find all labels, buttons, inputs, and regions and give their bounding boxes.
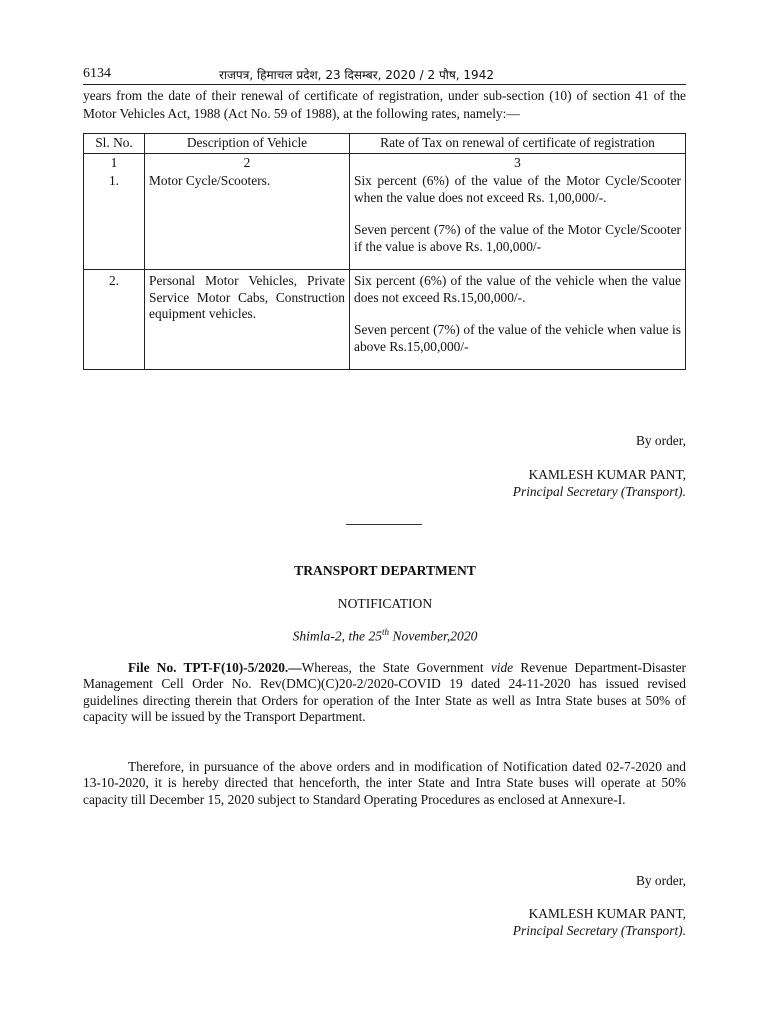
table-row <box>84 270 686 370</box>
place-date-rest: November,2020 <box>389 628 478 644</box>
page-header <box>83 64 686 85</box>
vide-word: vide <box>490 660 514 675</box>
rate-lower: Six percent (6%) of the value of the Motor Cycle/Scooter when the value does not exceed Rs. 1,00,000/-. <box>354 173 681 205</box>
file-number: File No. TPT-F(10)-5/2020.— <box>128 660 302 675</box>
by-order-text: By order, <box>635 433 686 448</box>
signatory-title: Principal Secretary (Transport). <box>512 484 686 499</box>
table-column-numbers-row <box>84 153 686 172</box>
rate-upper: Seven percent (7%) of the value of the vehicle when value is above Rs.15,00,000/- <box>354 322 681 354</box>
section-divider <box>346 524 422 525</box>
by-order-text: By order, <box>635 873 686 888</box>
department-heading: TRANSPORT DEPARTMENT <box>294 563 476 578</box>
row-sl: 2. <box>84 270 145 370</box>
column-number: 1 <box>84 153 145 172</box>
notification-heading: NOTIFICATION <box>337 596 433 611</box>
signatory-title: Principal Secretary (Transport). <box>512 923 686 938</box>
notification-paragraph-2: Therefore, in pursuance of the above orders and in modification of Notification dated 02-7-2020 and 13-10-2020, it is hereby directed that henceforth, the inter State and Intra State buses will operate at 50% capacity till December 15, 2020 subject to Standard Operating Procedures as enclosed at Annexure-I. <box>83 759 686 807</box>
column-number: 2 <box>145 153 350 172</box>
signatory-name: KAMLESH KUMAR PANT, <box>528 906 686 921</box>
date-ordinal: th <box>382 627 390 637</box>
gazette-line: राजपत्र, हिमाचल प्रदेश, 23 दिसम्बर, 2020 / 2 पौष, 1942 <box>219 68 494 82</box>
row-description: Personal Motor Vehicles, Private Service Motor Cabs, Construction equipment vehicles. <box>145 270 350 370</box>
tax-rate-table <box>83 133 686 370</box>
header-description: Description of Vehicle <box>145 134 350 154</box>
page-number: 6134 <box>83 66 111 81</box>
para1-text-b: Revenue Department-Disaster Management Cell Order No. Rev(DMC)(C)20-2/2020-COVID 19 dated 24-11-2020 has issued revised guidelines directing therein that Orders for operation of the Inter State as well as Intra State buses at 50% of capacity will be issued by the Transport Department. <box>83 660 686 724</box>
header-rate: Rate of Tax on renewal of certificate of registration <box>350 134 686 154</box>
row-rate <box>350 172 686 270</box>
table-row <box>84 172 686 270</box>
column-number: 3 <box>350 153 686 172</box>
notification-paragraph-1 <box>83 660 686 725</box>
row-rate <box>350 270 686 370</box>
place-date-prefix: Shimla-2, the 25 <box>292 628 383 644</box>
table-header-row <box>84 134 686 154</box>
place-date <box>0 627 770 645</box>
signatory-name: KAMLESH KUMAR PANT, <box>528 467 686 482</box>
intro-text: years from the date of their renewal of certificate of registration, under sub-section (10) of section 41 of the Motor Vehicles Act, 1988 (Act No. 59 of 1988), at the following rates, namely:— <box>83 88 686 121</box>
header-sl-no: Sl. No. <box>84 134 145 154</box>
row-sl: 1. <box>84 172 145 270</box>
signatory-block <box>513 905 686 939</box>
rate-upper: Seven percent (7%) of the value of the Motor Cycle/Scooter if the value is above Rs. 1,00,000/- <box>354 222 681 254</box>
para1-text-a: Whereas, the State Government <box>301 660 491 675</box>
rate-lower: Six percent (6%) of the value of the vehicle when the value does not exceed Rs.15,00,000/-. <box>354 273 681 305</box>
signatory-block <box>513 466 686 500</box>
row-description: Motor Cycle/Scooters. <box>145 172 350 270</box>
